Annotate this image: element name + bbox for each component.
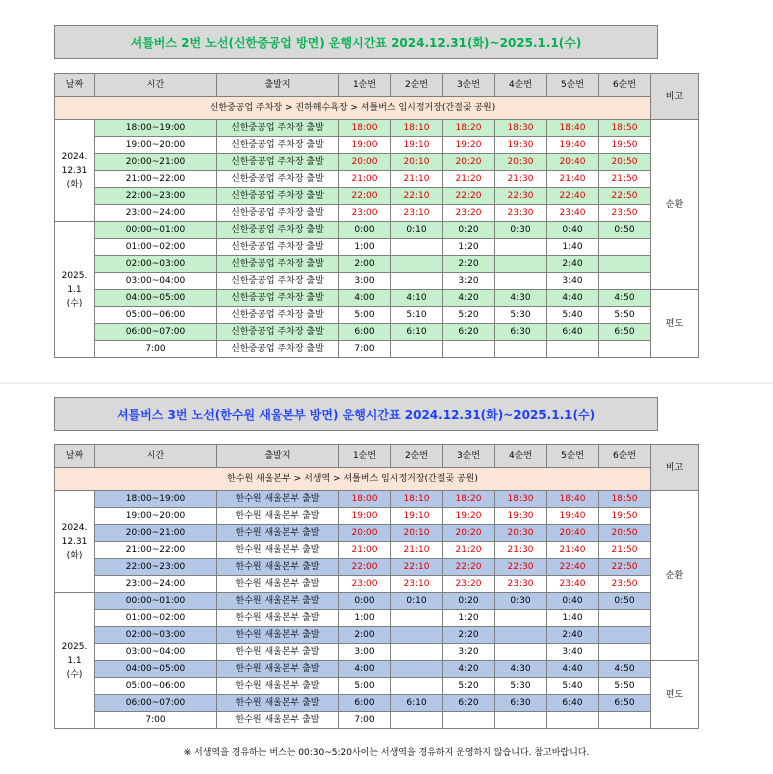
time-cell: 23:00~24:00 [95, 576, 217, 593]
run-cell: 4:20 [443, 661, 495, 678]
origin-cell: 한수원 새울본부 출발 [217, 559, 339, 576]
origin-cell: 신한중공업 주차장 출발 [217, 205, 339, 222]
run-cell: 22:50 [599, 559, 651, 576]
run-cell: 3:20 [443, 644, 495, 661]
table-row [55, 525, 699, 542]
run-cell: 6:40 [547, 324, 599, 341]
run-cell: 6:50 [599, 695, 651, 712]
run-cell: 23:00 [339, 576, 391, 593]
run-cell: 5:10 [391, 307, 443, 324]
origin-cell: 한수원 새울본부 출발 [217, 712, 339, 729]
run-cell [599, 610, 651, 627]
origin-cell: 신한중공업 주차장 출발 [217, 256, 339, 273]
run-cell: 20:30 [495, 154, 547, 171]
header-time: 시간 [95, 74, 217, 97]
run-cell: 19:40 [547, 508, 599, 525]
run-cell: 6:20 [443, 695, 495, 712]
run-cell: 6:50 [599, 324, 651, 341]
header-run: 2순번 [391, 445, 443, 468]
run-cell: 0:10 [391, 593, 443, 610]
table-row [55, 154, 699, 171]
table-row [55, 137, 699, 154]
run-cell: 20:10 [391, 154, 443, 171]
time-cell: 03:00~04:00 [95, 273, 217, 290]
run-cell: 23:30 [495, 205, 547, 222]
table-row [55, 661, 699, 678]
run-cell [495, 273, 547, 290]
run-cell: 19:20 [443, 137, 495, 154]
run-cell: 0:00 [339, 222, 391, 239]
header-run: 4순번 [495, 74, 547, 97]
time-cell: 22:00~23:00 [95, 188, 217, 205]
run-cell: 19:50 [599, 508, 651, 525]
run-cell: 5:40 [547, 678, 599, 695]
header-run: 3순번 [443, 445, 495, 468]
run-cell: 6:20 [443, 324, 495, 341]
run-cell: 5:30 [495, 307, 547, 324]
run-cell: 2:40 [547, 256, 599, 273]
run-cell [495, 610, 547, 627]
route2-title: 셔틀버스 2번 노선(신한중공업 방면) 운행시간표 2024.12.31(화)~2025.1.1(수) [54, 25, 658, 59]
route3-timetable [54, 444, 699, 729]
time-cell: 04:00~05:00 [95, 290, 217, 307]
table-row [55, 341, 699, 358]
run-cell: 21:00 [339, 171, 391, 188]
run-cell: 18:10 [391, 491, 443, 508]
date-cell: 2024. 12.31 (화) [55, 120, 95, 222]
run-cell: 22:30 [495, 559, 547, 576]
run-cell: 5:00 [339, 307, 391, 324]
run-cell: 7:00 [339, 341, 391, 358]
note-cell: 순환 [651, 120, 699, 290]
run-cell: 5:50 [599, 678, 651, 695]
run-cell: 0:20 [443, 222, 495, 239]
run-cell: 4:10 [391, 290, 443, 307]
table-row [55, 239, 699, 256]
run-cell: 20:20 [443, 525, 495, 542]
run-cell [391, 610, 443, 627]
date-cell: 2024. 12.31 (화) [55, 491, 95, 593]
run-cell: 19:00 [339, 508, 391, 525]
run-cell: 3:40 [547, 644, 599, 661]
run-cell [391, 678, 443, 695]
run-cell: 23:50 [599, 576, 651, 593]
run-cell: 0:20 [443, 593, 495, 610]
run-cell: 21:30 [495, 542, 547, 559]
run-cell [495, 712, 547, 729]
origin-cell: 한수원 새울본부 출발 [217, 610, 339, 627]
origin-cell: 한수원 새울본부 출발 [217, 644, 339, 661]
run-cell: 1:00 [339, 610, 391, 627]
run-cell: 4:50 [599, 661, 651, 678]
origin-cell: 신한중공업 주차장 출발 [217, 120, 339, 137]
time-cell: 7:00 [95, 712, 217, 729]
origin-cell: 한수원 새울본부 출발 [217, 508, 339, 525]
origin-cell: 한수원 새울본부 출발 [217, 593, 339, 610]
run-cell: 21:20 [443, 542, 495, 559]
run-cell: 21:50 [599, 542, 651, 559]
run-cell: 23:20 [443, 576, 495, 593]
run-cell: 0:50 [599, 593, 651, 610]
run-cell: 21:40 [547, 542, 599, 559]
table-row [55, 610, 699, 627]
run-cell [391, 661, 443, 678]
origin-cell: 한수원 새울본부 출발 [217, 542, 339, 559]
run-cell: 3:20 [443, 273, 495, 290]
time-cell: 00:00~01:00 [95, 593, 217, 610]
run-cell: 22:00 [339, 559, 391, 576]
run-cell: 22:20 [443, 188, 495, 205]
run-cell [391, 341, 443, 358]
header-run: 5순번 [547, 74, 599, 97]
run-cell [599, 627, 651, 644]
origin-cell: 한수원 새울본부 출발 [217, 678, 339, 695]
run-cell: 5:20 [443, 678, 495, 695]
run-cell: 22:40 [547, 188, 599, 205]
run-cell: 2:20 [443, 256, 495, 273]
run-cell: 4:00 [339, 661, 391, 678]
time-cell: 06:00~07:00 [95, 695, 217, 712]
run-cell: 1:20 [443, 239, 495, 256]
run-cell: 4:30 [495, 290, 547, 307]
run-cell: 19:20 [443, 508, 495, 525]
header-row [55, 445, 699, 468]
run-cell: 1:40 [547, 239, 599, 256]
run-cell: 18:50 [599, 491, 651, 508]
table-row [55, 273, 699, 290]
header-time: 시간 [95, 445, 217, 468]
time-cell: 20:00~21:00 [95, 525, 217, 542]
run-cell: 18:30 [495, 120, 547, 137]
run-cell: 18:20 [443, 120, 495, 137]
run-cell: 6:40 [547, 695, 599, 712]
run-cell: 7:00 [339, 712, 391, 729]
run-cell: 21:20 [443, 171, 495, 188]
run-cell [495, 341, 547, 358]
route2-timetable [54, 73, 699, 358]
origin-cell: 한수원 새울본부 출발 [217, 661, 339, 678]
route-path-row [55, 97, 699, 120]
table-row [55, 171, 699, 188]
run-cell: 21:10 [391, 542, 443, 559]
table-row [55, 205, 699, 222]
note-cell: 순환 [651, 491, 699, 661]
run-cell [391, 239, 443, 256]
table-row [55, 290, 699, 307]
time-cell: 03:00~04:00 [95, 644, 217, 661]
run-cell: 5:00 [339, 678, 391, 695]
run-cell: 5:50 [599, 307, 651, 324]
table-row [55, 695, 699, 712]
run-cell: 18:00 [339, 120, 391, 137]
origin-cell: 신한중공업 주차장 출발 [217, 341, 339, 358]
origin-cell: 신한중공업 주차장 출발 [217, 137, 339, 154]
header-date: 날짜 [55, 445, 95, 468]
run-cell [599, 712, 651, 729]
run-cell [443, 712, 495, 729]
run-cell: 19:30 [495, 137, 547, 154]
run-cell: 2:40 [547, 627, 599, 644]
time-cell: 05:00~06:00 [95, 678, 217, 695]
run-cell: 23:40 [547, 576, 599, 593]
run-cell: 22:10 [391, 188, 443, 205]
origin-cell: 신한중공업 주차장 출발 [217, 290, 339, 307]
origin-cell: 신한중공업 주차장 출발 [217, 222, 339, 239]
header-origin: 출발지 [217, 445, 339, 468]
table-row [55, 712, 699, 729]
run-cell: 5:20 [443, 307, 495, 324]
time-cell: 02:00~03:00 [95, 256, 217, 273]
run-cell: 1:20 [443, 610, 495, 627]
origin-cell: 신한중공업 주차장 출발 [217, 324, 339, 341]
table-row [55, 627, 699, 644]
run-cell: 0:00 [339, 593, 391, 610]
run-cell [599, 644, 651, 661]
run-cell: 5:30 [495, 678, 547, 695]
run-cell: 19:40 [547, 137, 599, 154]
run-cell: 4:50 [599, 290, 651, 307]
origin-cell: 한수원 새울본부 출발 [217, 695, 339, 712]
run-cell: 19:00 [339, 137, 391, 154]
header-run: 5순번 [547, 445, 599, 468]
run-cell: 4:20 [443, 290, 495, 307]
run-cell: 20:00 [339, 154, 391, 171]
header-note: 비고 [651, 74, 699, 120]
run-cell: 6:00 [339, 695, 391, 712]
header-run: 3순번 [443, 74, 495, 97]
run-cell: 23:40 [547, 205, 599, 222]
run-cell [495, 256, 547, 273]
run-cell: 19:50 [599, 137, 651, 154]
run-cell [391, 712, 443, 729]
run-cell: 3:00 [339, 644, 391, 661]
run-cell: 0:50 [599, 222, 651, 239]
run-cell: 22:50 [599, 188, 651, 205]
run-cell [391, 256, 443, 273]
run-cell: 0:40 [547, 593, 599, 610]
footnote: ※ 서생역을 경유하는 버스는 00:30~5:20사이는 서생역을 경유하지 운영하지 않습니다. 참고바랍니다. [183, 748, 590, 758]
run-cell: 1:00 [339, 239, 391, 256]
run-cell: 23:10 [391, 205, 443, 222]
route-path: 한수원 새울본부 > 서생역 > 셔틀버스 임시정거장(간절곶 공원) [55, 468, 651, 491]
run-cell: 22:10 [391, 559, 443, 576]
table-row [55, 491, 699, 508]
table-row [55, 222, 699, 239]
table-row [55, 508, 699, 525]
header-run: 6순번 [599, 445, 651, 468]
origin-cell: 신한중공업 주차장 출발 [217, 307, 339, 324]
run-cell: 19:10 [391, 508, 443, 525]
run-cell [495, 239, 547, 256]
run-cell [391, 644, 443, 661]
run-cell: 2:20 [443, 627, 495, 644]
time-cell: 05:00~06:00 [95, 307, 217, 324]
origin-cell: 신한중공업 주차장 출발 [217, 188, 339, 205]
run-cell: 22:20 [443, 559, 495, 576]
run-cell [599, 341, 651, 358]
run-cell: 18:20 [443, 491, 495, 508]
run-cell: 5:40 [547, 307, 599, 324]
run-cell [599, 273, 651, 290]
run-cell: 6:30 [495, 324, 547, 341]
origin-cell: 한수원 새울본부 출발 [217, 627, 339, 644]
run-cell: 1:40 [547, 610, 599, 627]
run-cell: 21:30 [495, 171, 547, 188]
table-row [55, 644, 699, 661]
table-row [55, 593, 699, 610]
origin-cell: 신한중공업 주차장 출발 [217, 273, 339, 290]
run-cell: 21:50 [599, 171, 651, 188]
run-cell: 18:30 [495, 491, 547, 508]
time-cell: 01:00~02:00 [95, 239, 217, 256]
table-row [55, 576, 699, 593]
time-cell: 18:00~19:00 [95, 491, 217, 508]
run-cell: 18:00 [339, 491, 391, 508]
run-cell: 22:30 [495, 188, 547, 205]
run-cell: 23:10 [391, 576, 443, 593]
time-cell: 01:00~02:00 [95, 610, 217, 627]
table-row [55, 188, 699, 205]
time-cell: 23:00~24:00 [95, 205, 217, 222]
route-path-row [55, 468, 699, 491]
run-cell: 4:40 [547, 290, 599, 307]
time-cell: 21:00~22:00 [95, 171, 217, 188]
run-cell: 4:30 [495, 661, 547, 678]
run-cell: 20:40 [547, 154, 599, 171]
run-cell: 19:30 [495, 508, 547, 525]
run-cell: 21:10 [391, 171, 443, 188]
run-cell: 23:20 [443, 205, 495, 222]
run-cell: 20:50 [599, 154, 651, 171]
time-cell: 7:00 [95, 341, 217, 358]
table-row [55, 559, 699, 576]
time-cell: 19:00~20:00 [95, 137, 217, 154]
run-cell: 23:00 [339, 205, 391, 222]
origin-cell: 한수원 새울본부 출발 [217, 576, 339, 593]
run-cell: 20:20 [443, 154, 495, 171]
header-run: 2순번 [391, 74, 443, 97]
run-cell: 0:10 [391, 222, 443, 239]
note-cell: 편도 [651, 290, 699, 358]
header-note: 비고 [651, 445, 699, 491]
note-cell: 편도 [651, 661, 699, 729]
run-cell: 2:00 [339, 256, 391, 273]
run-cell: 3:40 [547, 273, 599, 290]
origin-cell: 신한중공업 주차장 출발 [217, 154, 339, 171]
date-cell: 2025. 1.1 (수) [55, 593, 95, 729]
run-cell [599, 239, 651, 256]
time-cell: 19:00~20:00 [95, 508, 217, 525]
table-row [55, 307, 699, 324]
run-cell: 23:30 [495, 576, 547, 593]
run-cell: 23:50 [599, 205, 651, 222]
run-cell: 4:40 [547, 661, 599, 678]
time-cell: 06:00~07:00 [95, 324, 217, 341]
run-cell: 20:40 [547, 525, 599, 542]
run-cell: 6:10 [391, 324, 443, 341]
run-cell: 0:40 [547, 222, 599, 239]
run-cell [443, 341, 495, 358]
header-run: 4순번 [495, 445, 547, 468]
time-cell: 20:00~21:00 [95, 154, 217, 171]
origin-cell: 한수원 새울본부 출발 [217, 491, 339, 508]
header-run: 6순번 [599, 74, 651, 97]
table-row [55, 542, 699, 559]
time-cell: 18:00~19:00 [95, 120, 217, 137]
run-cell: 4:00 [339, 290, 391, 307]
header-origin: 출발지 [217, 74, 339, 97]
header-run: 1순번 [339, 445, 391, 468]
run-cell: 22:00 [339, 188, 391, 205]
run-cell: 6:30 [495, 695, 547, 712]
run-cell: 0:30 [495, 593, 547, 610]
table-row [55, 120, 699, 137]
run-cell: 6:00 [339, 324, 391, 341]
header-date: 날짜 [55, 74, 95, 97]
date-cell: 2025. 1.1 (수) [55, 222, 95, 358]
run-cell: 6:10 [391, 695, 443, 712]
time-cell: 21:00~22:00 [95, 542, 217, 559]
run-cell: 21:00 [339, 542, 391, 559]
run-cell: 18:50 [599, 120, 651, 137]
table-row [55, 678, 699, 695]
route-path: 신한중공업 주차장 > 진하해수욕장 > 셔틀버스 임시정거장(간절곶 공원) [55, 97, 651, 120]
run-cell: 22:40 [547, 559, 599, 576]
time-cell: 22:00~23:00 [95, 559, 217, 576]
time-cell: 02:00~03:00 [95, 627, 217, 644]
table-row [55, 256, 699, 273]
run-cell: 21:40 [547, 171, 599, 188]
run-cell [391, 273, 443, 290]
run-cell: 20:00 [339, 525, 391, 542]
origin-cell: 신한중공업 주차장 출발 [217, 171, 339, 188]
run-cell [599, 256, 651, 273]
origin-cell: 신한중공업 주차장 출발 [217, 239, 339, 256]
run-cell [495, 627, 547, 644]
run-cell: 19:10 [391, 137, 443, 154]
run-cell: 18:10 [391, 120, 443, 137]
section-divider [0, 382, 773, 384]
time-cell: 00:00~01:00 [95, 222, 217, 239]
run-cell: 0:30 [495, 222, 547, 239]
table-row [55, 324, 699, 341]
run-cell [495, 644, 547, 661]
run-cell [547, 712, 599, 729]
run-cell: 20:10 [391, 525, 443, 542]
route3-title: 셔틀버스 3번 노선(한수원 새울본부 방면) 운행시간표 2024.12.31(화)~2025.1.1(수) [54, 397, 658, 431]
run-cell: 20:30 [495, 525, 547, 542]
run-cell: 3:00 [339, 273, 391, 290]
run-cell: 2:00 [339, 627, 391, 644]
run-cell: 18:40 [547, 491, 599, 508]
header-run: 1순번 [339, 74, 391, 97]
time-cell: 04:00~05:00 [95, 661, 217, 678]
run-cell: 18:40 [547, 120, 599, 137]
run-cell [391, 627, 443, 644]
origin-cell: 한수원 새울본부 출발 [217, 525, 339, 542]
run-cell: 20:50 [599, 525, 651, 542]
run-cell [547, 341, 599, 358]
header-row [55, 74, 699, 97]
